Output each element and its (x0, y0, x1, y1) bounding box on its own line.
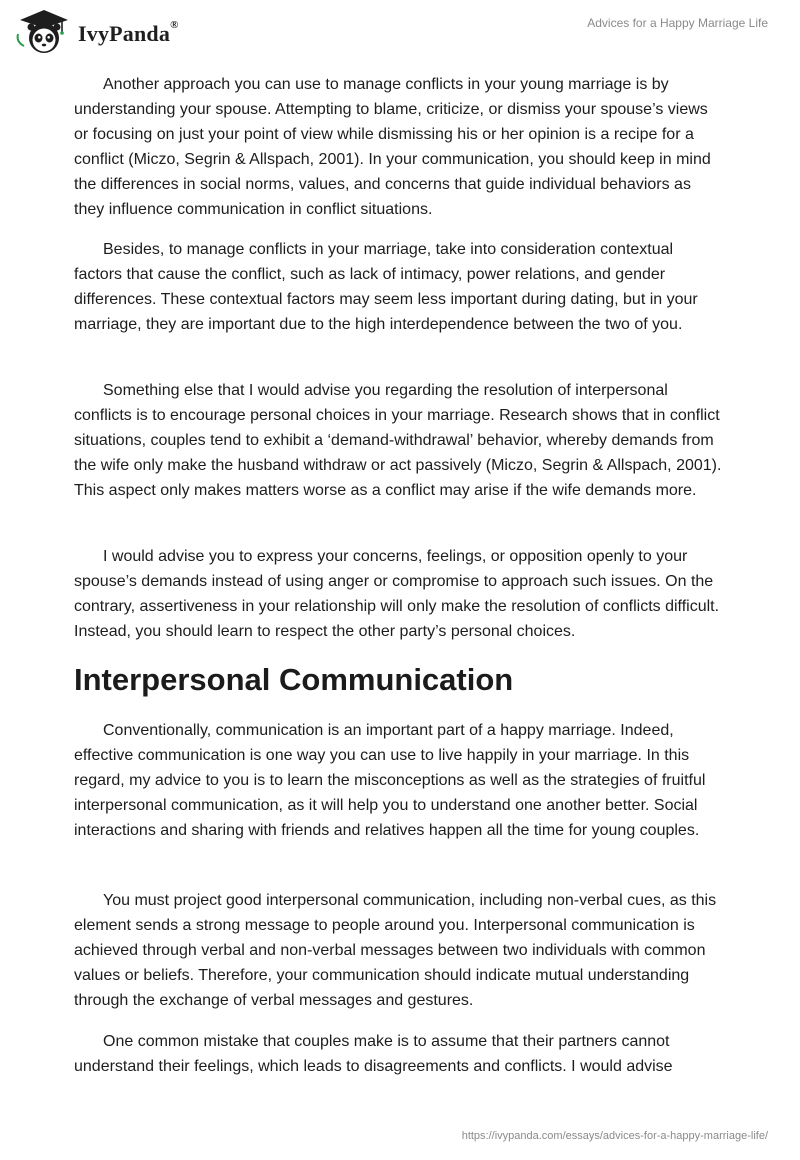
panda-graduation-cap-icon (14, 6, 74, 61)
paragraph: Besides, to manage conflicts in your marriage, take into consideration contextual factors that cause the conflict, such as lack of intimacy, power relations, and gender differences. These contextual factors may seem less important during dating, but in your marriage, they are important due to the high interdependence between the two of you. (74, 241, 698, 333)
registered-mark: ® (170, 18, 179, 31)
logo-text: IvyPanda® (78, 18, 179, 46)
paragraph: I would advise you to express your concerns, feelings, or opposition openly to your spouse’s demands instead of using anger or compromise to approach such issues. On the contrary, assertiveness in your relationship will only make the resolution of conflicts difficult. Instead, you should learn to respect the other party’s personal choices. (74, 548, 720, 640)
paragraph: Another approach you can use to manage conflicts in your young marriage is by understanding your spouse. Attempting to blame, criticize, or dismiss your spouse’s views or focusing on just your point of view while dismissing his or her opinion is a recipe for a conflict (Miczo, Segrin & Allspach, 2001). In your communication, you should keep in mind the differences in social norms, values, and concerns that guide individual behaviors as they influence communication in conflict situations. (74, 76, 711, 218)
logo[interactable] (14, 6, 179, 61)
page-title: Advices for a Happy Marriage Life (587, 16, 768, 30)
source-url[interactable]: https://ivypanda.com/essays/advices-for-a-happy-marriage-life/ (461, 1130, 768, 1142)
section-heading: Interpersonal Communication (74, 662, 514, 697)
paragraph: You must project good interpersonal communication, including non-verbal cues, as this element sends a strong message to people around you. Interpersonal communication is achieved through verbal and non-verbal messages between two individuals with common values or beliefs. Therefore, your communication should indicate mutual understanding through the exchange of verbal messages and gestures. (74, 892, 717, 1009)
page-header (0, 0, 800, 70)
paragraph: One common mistake that couples make is to assume that their partners cannot understand their feelings, which leads to disagreements and conflicts. I would advise (74, 1033, 673, 1075)
paragraph: Something else that I would advise you regarding the resolution of interpersonal conflicts is to encourage personal choices in your marriage. Research shows that in conflict situations, couples tend to exhibit a ‘demand-withdrawal’ behavior, whereby demands from the wife only make the husband withdraw or act passively (Miczo, Segrin & Allspach, 2001). This aspect only makes matters worse as a conflict may arise if the wife demands more. (74, 382, 722, 499)
paragraph: Conventionally, communication is an important part of a happy marriage. Indeed, effective communication is one way you can use to live happily in your marriage. In this regard, my advice to you is to learn the misconceptions as well as the strategies of fruitful interpersonal communication, as it will help you to understand one another better. Social interactions and sharing with friends and relatives happen all the time for young couples. (74, 722, 706, 839)
